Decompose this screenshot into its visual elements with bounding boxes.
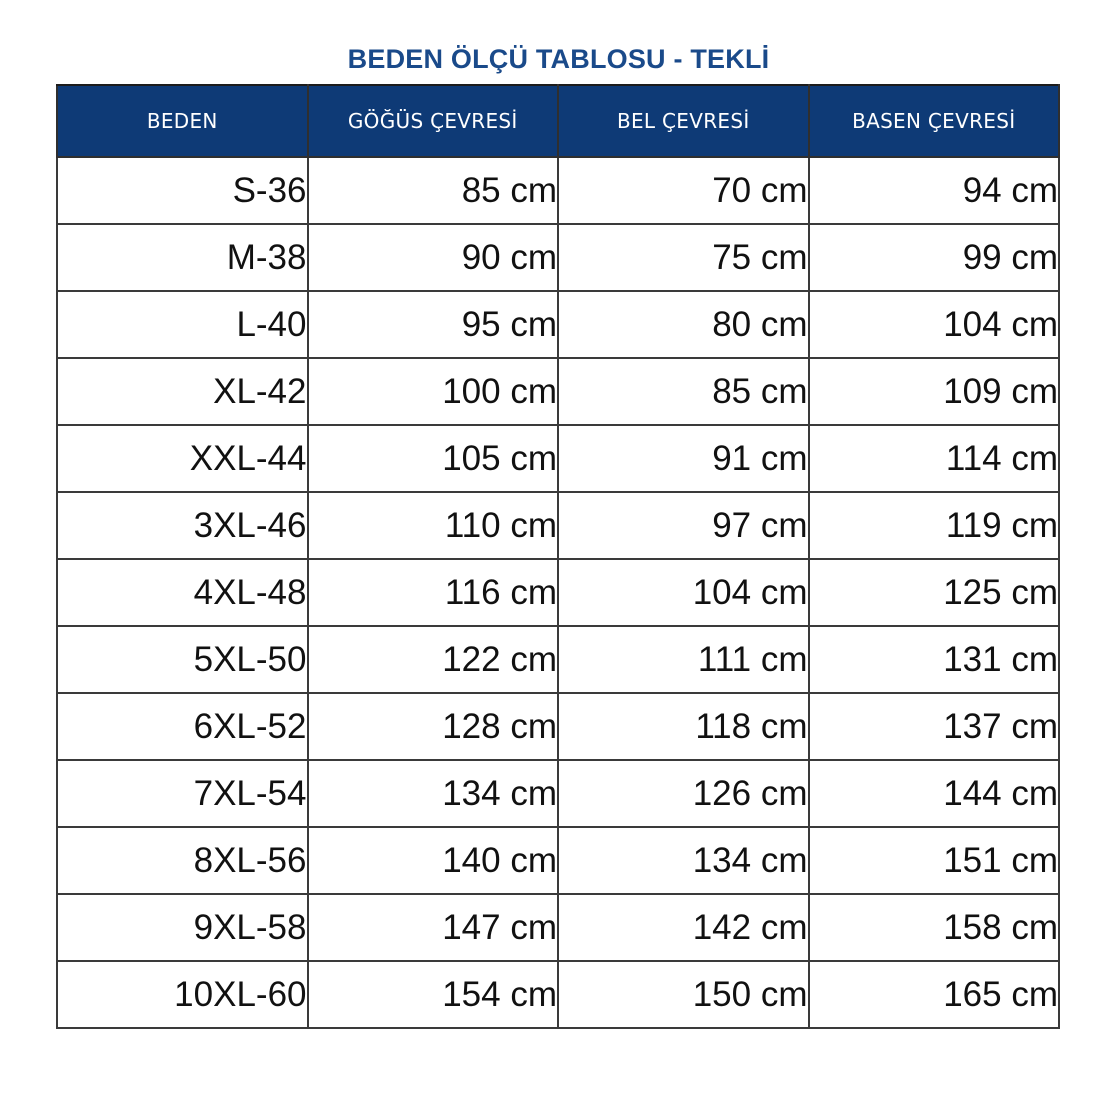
size-cell: XXL-44: [57, 425, 308, 492]
table-body: [57, 157, 1059, 1028]
waist-cell: 97 cm: [558, 492, 809, 559]
hip-cell: 114 cm: [809, 425, 1060, 492]
hip-cell: 151 cm: [809, 827, 1060, 894]
chest-cell: 105 cm: [308, 425, 559, 492]
chest-cell: 85 cm: [308, 157, 559, 224]
column-header-chest: GÖĞÜS ÇEVRESİ: [308, 85, 559, 157]
table-row: [57, 492, 1059, 559]
size-cell: 8XL-56: [57, 827, 308, 894]
column-header-size: BEDEN: [57, 85, 308, 157]
chest-cell: 154 cm: [308, 961, 559, 1028]
page-title: BEDEN ÖLÇÜ TABLOSU - TEKLİ: [347, 44, 770, 74]
size-cell: 9XL-58: [57, 894, 308, 961]
hip-cell: 104 cm: [809, 291, 1060, 358]
chest-cell: 95 cm: [308, 291, 559, 358]
hip-cell: 119 cm: [809, 492, 1060, 559]
waist-cell: 126 cm: [558, 760, 809, 827]
table-row: [57, 961, 1059, 1028]
waist-cell: 104 cm: [558, 559, 809, 626]
waist-cell: 75 cm: [558, 224, 809, 291]
hip-cell: 165 cm: [809, 961, 1060, 1028]
column-header-waist: BEL ÇEVRESİ: [558, 85, 809, 157]
chest-cell: 122 cm: [308, 626, 559, 693]
size-cell: XL-42: [57, 358, 308, 425]
column-header-hip: BASEN ÇEVRESİ: [809, 85, 1060, 157]
size-cell: M-38: [57, 224, 308, 291]
hip-cell: 131 cm: [809, 626, 1060, 693]
table-row: [57, 425, 1059, 492]
size-cell: 6XL-52: [57, 693, 308, 760]
table-row: [57, 291, 1059, 358]
waist-cell: 150 cm: [558, 961, 809, 1028]
waist-cell: 134 cm: [558, 827, 809, 894]
waist-cell: 91 cm: [558, 425, 809, 492]
waist-cell: 80 cm: [558, 291, 809, 358]
chest-cell: 90 cm: [308, 224, 559, 291]
table-row: [57, 760, 1059, 827]
size-cell: 3XL-46: [57, 492, 308, 559]
table-row: [57, 827, 1059, 894]
table-row: [57, 224, 1059, 291]
waist-cell: 118 cm: [558, 693, 809, 760]
waist-cell: 85 cm: [558, 358, 809, 425]
chest-cell: 140 cm: [308, 827, 559, 894]
table-row: [57, 693, 1059, 760]
chest-cell: 110 cm: [308, 492, 559, 559]
hip-cell: 137 cm: [809, 693, 1060, 760]
chest-cell: 100 cm: [308, 358, 559, 425]
waist-cell: 111 cm: [558, 626, 809, 693]
table-row: [57, 626, 1059, 693]
chest-cell: 128 cm: [308, 693, 559, 760]
hip-cell: 158 cm: [809, 894, 1060, 961]
table-row: [57, 358, 1059, 425]
waist-cell: 70 cm: [558, 157, 809, 224]
size-cell: 5XL-50: [57, 626, 308, 693]
size-cell: 7XL-54: [57, 760, 308, 827]
size-cell: 10XL-60: [57, 961, 308, 1028]
hip-cell: 125 cm: [809, 559, 1060, 626]
hip-cell: 94 cm: [809, 157, 1060, 224]
hip-cell: 144 cm: [809, 760, 1060, 827]
chest-cell: 147 cm: [308, 894, 559, 961]
chest-cell: 116 cm: [308, 559, 559, 626]
hip-cell: 99 cm: [809, 224, 1060, 291]
table-header-row: [57, 85, 1059, 157]
size-cell: 4XL-48: [57, 559, 308, 626]
table-row: [57, 157, 1059, 224]
size-cell: S-36: [57, 157, 308, 224]
size-cell: L-40: [57, 291, 308, 358]
chest-cell: 134 cm: [308, 760, 559, 827]
waist-cell: 142 cm: [558, 894, 809, 961]
hip-cell: 109 cm: [809, 358, 1060, 425]
size-chart-table: [56, 84, 1060, 1029]
table-row: [57, 894, 1059, 961]
table-row: [57, 559, 1059, 626]
